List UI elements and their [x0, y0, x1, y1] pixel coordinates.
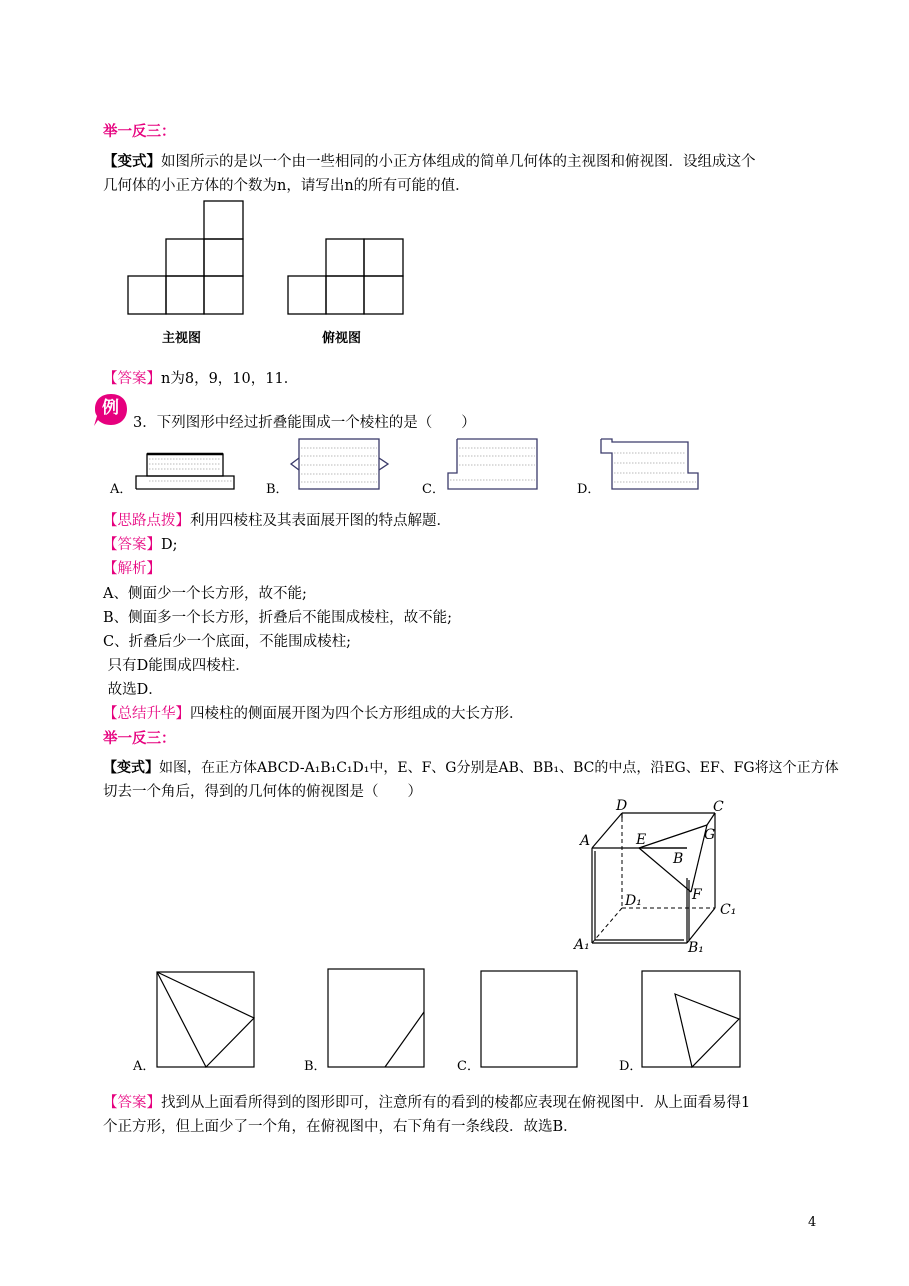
cube-label-b1: B₁: [688, 940, 704, 956]
analysis-line-1: A、侧面少一个长方形，故不能;: [103, 586, 307, 602]
variant-tag-2: 【变式】: [103, 760, 159, 776]
variant-text-2-line2: 切去一个角后，得到的几何体的俯视图是（ ）: [103, 784, 422, 800]
cube-label-e: E: [636, 832, 647, 848]
cube-label-b: B: [673, 851, 684, 867]
option-b-label: B．: [266, 482, 289, 497]
summary-text: 四棱柱的侧面展开图为四个长方形组成的大长方形．: [190, 706, 524, 722]
option-b-net: [290, 438, 390, 490]
cube-label-c: C: [713, 799, 724, 815]
answer-text-3-line2: 个正方形，但上面少了一个角，在俯视图中，右下角有一条线段．故选B．: [103, 1119, 578, 1135]
answer-tag-2: 【答案】: [103, 537, 161, 553]
option-c-label-2: C．: [457, 1059, 480, 1074]
variant-text: 如图所示的是以一个由一些相同的小正方体组成的简单几何体的主视图和俯视图．设组成这个: [161, 154, 756, 170]
page-number: 4: [808, 1215, 817, 1230]
cube-label-a: A: [580, 833, 591, 849]
analysis-line-4: 只有D能围成四棱柱．: [103, 658, 250, 674]
hint-tag: 【思路点拨】: [103, 513, 190, 529]
option-d-square: [641, 970, 741, 1068]
option-b-square: [327, 968, 426, 1068]
answer-text-3: 找到从上面看所得到的图形即可，注意所有的看到的棱都应表现在俯视图中．从上面看易得1: [161, 1095, 751, 1111]
answer-line: [103, 370, 298, 388]
section-heading: 举一反三：: [103, 124, 176, 140]
variant-paragraph-2: [103, 759, 839, 777]
analysis-line-5: 故选D．: [103, 682, 163, 698]
answer-line-3: [103, 1094, 750, 1112]
option-a-label-2: A．: [133, 1059, 156, 1074]
summary-tag: 【总结升华】: [103, 706, 190, 722]
option-b-label-2: B．: [304, 1059, 327, 1074]
answer-text: n为8，9，10，11．: [161, 371, 299, 387]
front-view-caption: 主视图: [162, 331, 202, 346]
variant-paragraph: [103, 153, 756, 171]
cube-label-c1: C₁: [720, 902, 737, 918]
analysis-line-2: B、侧面多一个长方形，折叠后不能围成棱柱，故不能;: [103, 610, 453, 626]
answer-text-2: D;: [161, 537, 178, 553]
answer-tag: 【答案】: [103, 371, 161, 387]
front-view-figure: [127, 200, 245, 316]
answer-line-2: [103, 536, 178, 554]
option-a-label: A．: [110, 482, 133, 497]
cube-label-a1: A₁: [574, 937, 590, 953]
option-c-net: [447, 438, 539, 490]
cube-label-g: G: [704, 827, 716, 843]
cube-label-d: D: [616, 798, 628, 814]
cube-label-d1: D₁: [625, 893, 642, 909]
example-badge-text: 例: [102, 398, 119, 418]
variant-text-line2: 几何体的小正方体的个数为n，请写出n的所有可能的值．: [103, 178, 470, 194]
option-d-label: D．: [577, 482, 601, 497]
option-c-label: C．: [422, 482, 445, 497]
variant-tag: 【变式】: [103, 154, 161, 170]
variant-text-2: 如图，在正方体ABCD-A₁B₁C₁D₁中，E、F、G分别是AB、BB₁、BC的中点，沿EG、EF、FG将这个正方体: [159, 760, 839, 776]
cube-label-f: F: [692, 887, 702, 903]
top-view-caption: 俯视图: [322, 331, 362, 346]
option-d-net: [600, 438, 700, 490]
analysis-line-3: C、折叠后少一个底面，不能围成棱柱;: [103, 634, 351, 650]
option-d-label-2: D．: [619, 1059, 643, 1074]
top-view-figure: [287, 238, 405, 316]
hint-line: [103, 512, 451, 530]
section-heading-2: 举一反三：: [103, 731, 176, 747]
hint-text: 利用四棱柱及其表面展开图的特点解题．: [190, 513, 451, 529]
option-a-net: [135, 450, 236, 490]
option-a-square: [156, 971, 256, 1068]
cube-figure: [570, 798, 740, 963]
option-c-square: [480, 970, 579, 1068]
summary-line: [103, 705, 524, 723]
analysis-tag: 【解析】: [103, 561, 161, 577]
answer-tag-3: 【答案】: [103, 1095, 161, 1111]
example-question: 3．下列图形中经过折叠能围成一个棱柱的是（ ）: [133, 415, 476, 431]
